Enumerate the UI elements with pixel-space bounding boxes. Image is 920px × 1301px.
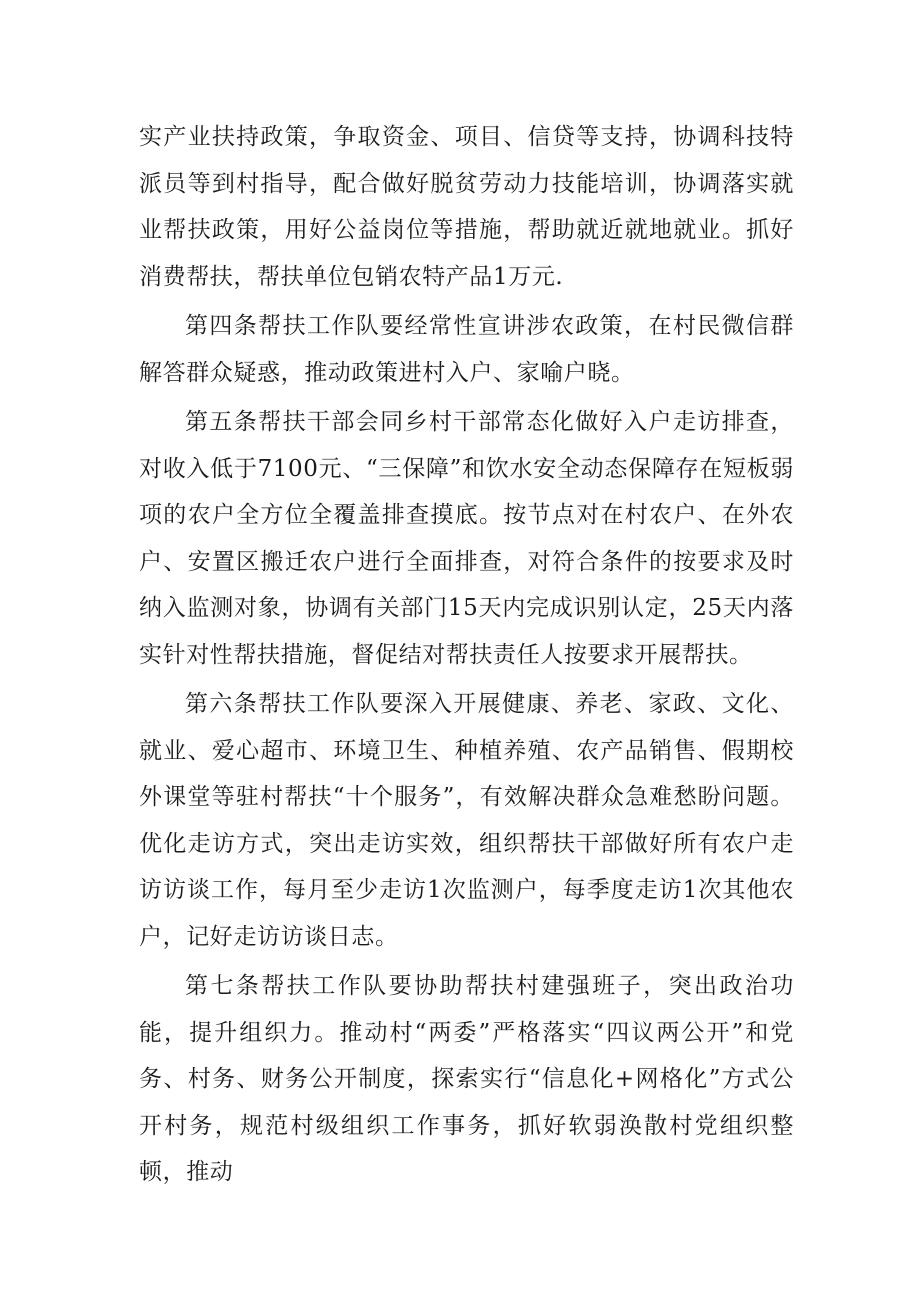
paragraph-article-5: 第五条帮扶干部会同乡村干部常态化做好入户走访排查，对收入低于7100元、“三保障”和饮水安全动态保障存在短板弱项的农户全方位全覆盖排查摸底。按节点对在村农户、在外农户、安置区搬迁农户进行全面排查，对符合条件的按要求及时纳入监测对象，协调有关部门15天内完成识别认定，25天内落实针对性帮扶措施，督促结对帮扶责任人按要求开展帮扶。 <box>139 409 794 668</box>
paragraph-article-6: 第六条帮扶工作队要深入开展健康、养老、家政、文化、就业、爱心超市、环境卫生、种植养殖、农产品销售、假期校外课堂等驻村帮扶“十个服务”，有效解决群众急难愁盼问题。优化走访方式，突出走访实效，组织帮扶干部做好所有农户走访访谈工作，每月至少走访1次监测户，每季度走访1次其他农户，记好走访访谈日志。 <box>139 691 794 950</box>
document-body <box>139 114 794 1196</box>
paragraph-article-7: 第七条帮扶工作队要协助帮扶村建强班子，突出政治功能，提升组织力。推动村“两委”严格落实“四议两公开”和党务、村务、财务公开制度，探索实行“信息化+网格化”方式公开村务，规范村级组织工作事务，抓好软弱涣散村党组织整顿，推动 <box>139 973 794 1185</box>
paragraph-continued-policy-support: 实产业扶持政策，争取资金、项目、信贷等支持，协调科技特派员等到村指导，配合做好脱贫劳动力技能培训，协调落实就业帮扶政策，用好公益岗位等措施，帮助就近就地就业。抓好消费帮扶，帮扶单位包销农特产品1万元. <box>139 124 794 290</box>
paragraph-article-4: 第四条帮扶工作队要经常性宣讲涉农政策，在村民微信群解答群众疑惑，推动政策进村入户、家喻户晓。 <box>139 313 794 386</box>
